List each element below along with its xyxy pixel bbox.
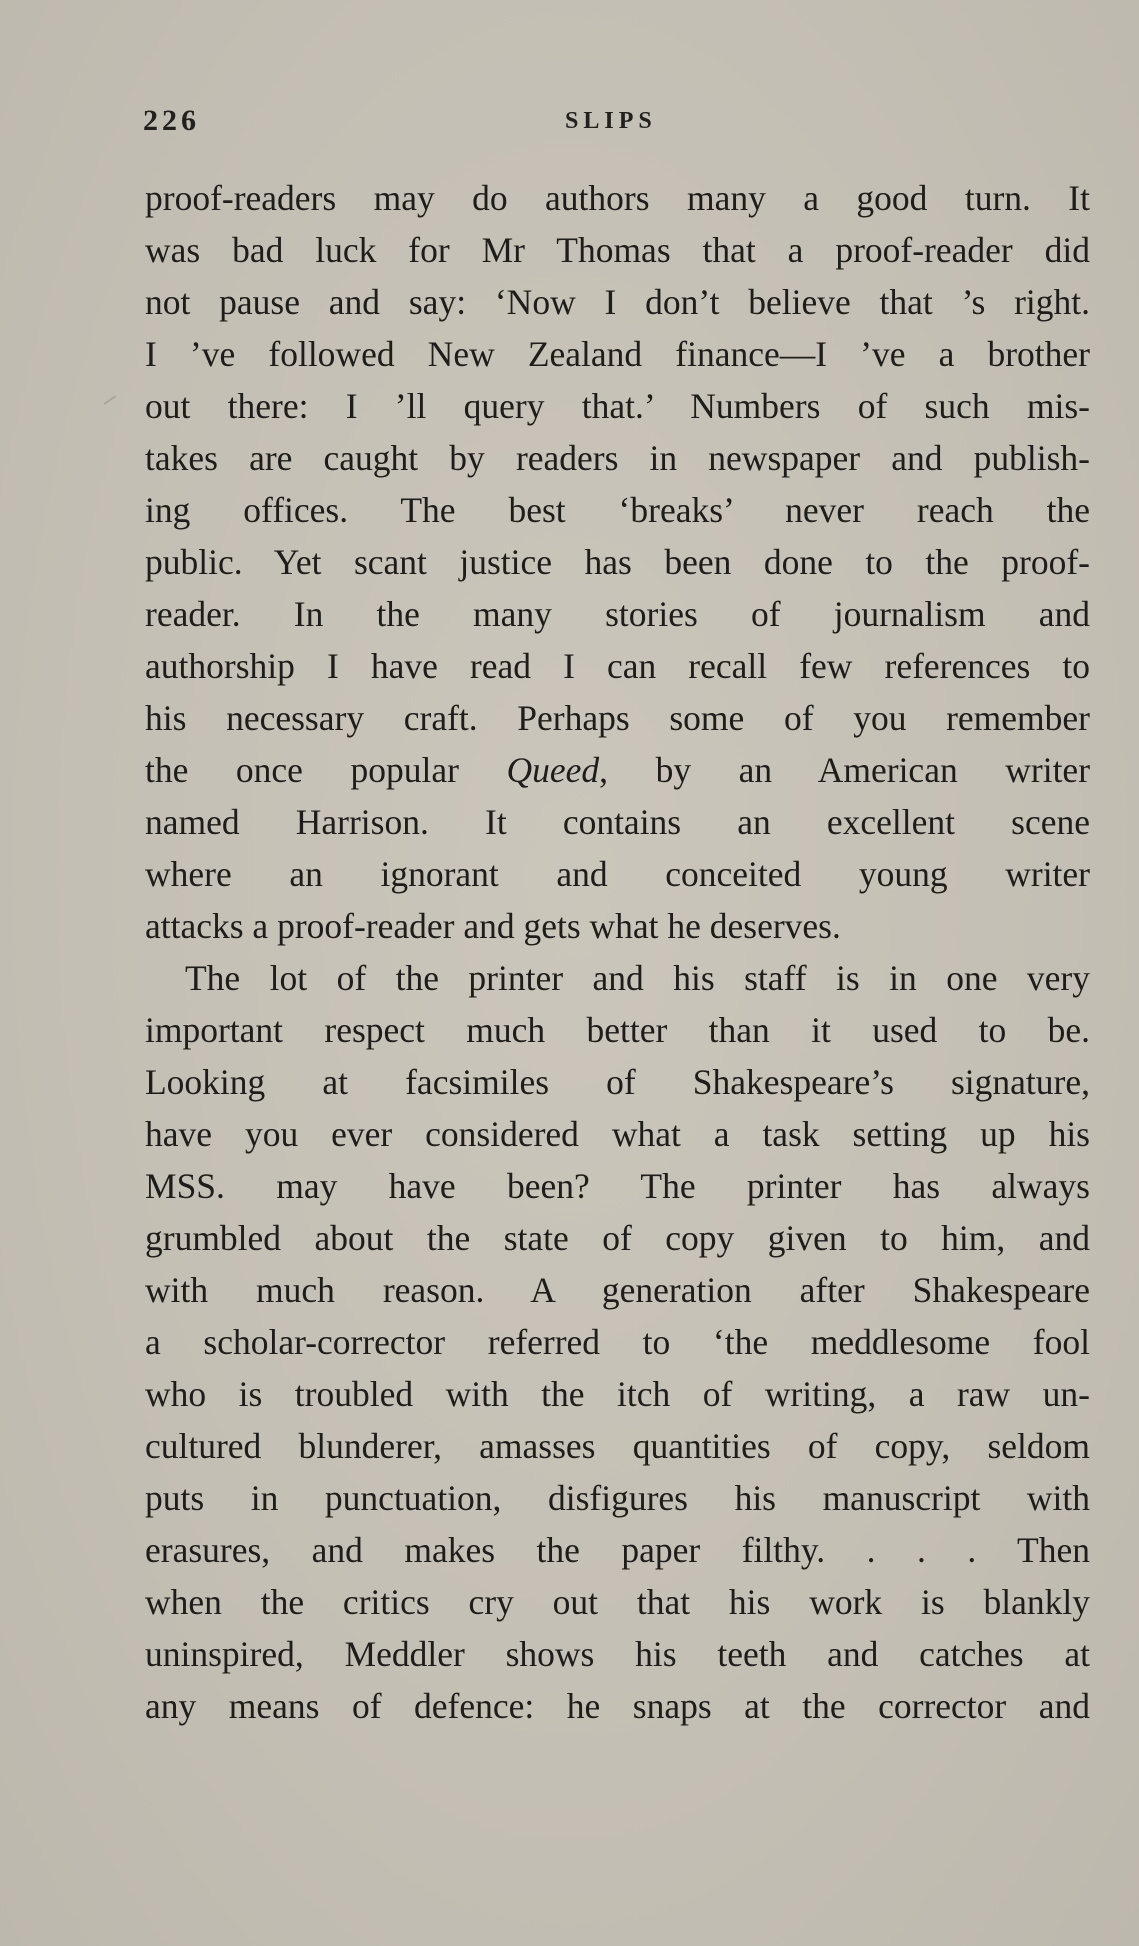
running-title: SLIPS <box>565 108 657 134</box>
text-line: a scholar-corrector referred to ‘the meddlesome fool <box>145 1322 1090 1362</box>
queed-before: the once popular <box>145 750 507 790</box>
page-number: 226 <box>143 104 200 137</box>
text-line: any means of defence: he snaps at the corrector and <box>145 1686 1090 1726</box>
text-line: public. Yet scant justice has been done to the proof- <box>145 542 1090 582</box>
text-line: not pause and say: ‘Now I don’t believe that ’s right. <box>145 282 1090 322</box>
text-line: out there: I ’ll query that.’ Numbers of such mis- <box>145 386 1090 426</box>
text-line: his necessary craft. Perhaps some of you remember <box>145 698 1090 738</box>
text-line: proof-readers may do authors many a good turn. It <box>145 178 1090 218</box>
text-line: ing offices. The best ‘breaks’ never reach the <box>145 490 1090 530</box>
text-line: when the critics cry out that his work is blankly <box>145 1582 1090 1622</box>
book-title-queed: Queed <box>506 750 600 790</box>
text-line: where an ignorant and conceited young writer <box>145 854 1090 894</box>
text-line: important respect much better than it used to be. <box>145 1010 1090 1050</box>
text-line: authorship I have read I can recall few references to <box>145 646 1090 686</box>
text-line: puts in punctuation, disfigures his manuscript with <box>145 1478 1090 1518</box>
margin-pencil-mark <box>104 395 117 405</box>
text-line: named Harrison. It contains an excellent scene <box>145 802 1090 842</box>
running-head <box>143 104 1078 144</box>
text-line: Looking at facsimiles of Shakespeare’s signature, <box>145 1062 1090 1102</box>
text-line: have you ever considered what a task setting up his <box>145 1114 1090 1154</box>
text-line: grumbled about the state of copy given to him, and <box>145 1218 1090 1258</box>
text-line: erasures, and makes the paper filthy. . . . Then <box>145 1530 1090 1570</box>
text-line: was bad luck for Mr Thomas that a proof-reader did <box>145 230 1090 270</box>
text-line: I ’ve followed New Zealand finance—I ’ve a brother <box>145 334 1090 374</box>
text-line: with much reason. A generation after Shakespeare <box>145 1270 1090 1310</box>
body-text <box>145 172 1090 1732</box>
text-line: cultured blunderer, amasses quantities of copy, seldom <box>145 1426 1090 1466</box>
text-line: reader. In the many stories of journalism and <box>145 594 1090 634</box>
text-line: uninspired, Meddler shows his teeth and catches at <box>145 1634 1090 1674</box>
queed-after: , by an American writer <box>599 750 1090 790</box>
text-line-paragraph-end: attacks a proof-reader and gets what he deserves. <box>145 906 841 946</box>
text-line-paragraph-start: The lot of the printer and his staff is in one very <box>185 958 1090 998</box>
text-line: who is troubled with the itch of writing, a raw un- <box>145 1374 1090 1414</box>
text-line-queed <box>145 744 1090 796</box>
text-line: MSS. may have been? The printer has always <box>145 1166 1090 1206</box>
text-line: takes are caught by readers in newspaper and publish- <box>145 438 1090 478</box>
